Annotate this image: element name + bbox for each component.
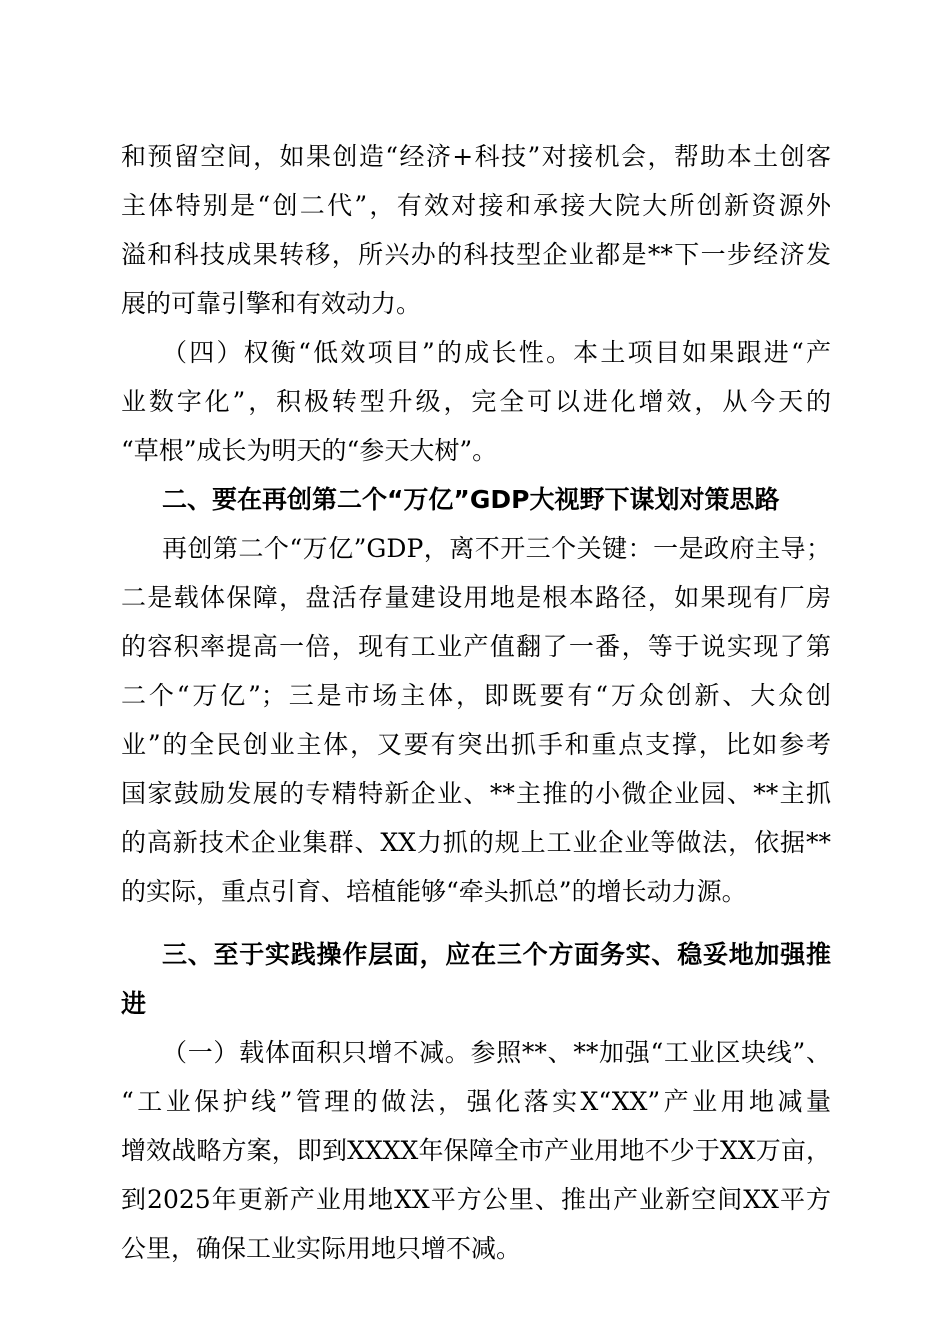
- paragraph-1-line-4: 展的可靠引擎和有效动力。: [121, 289, 422, 318]
- paragraph-4-line-5: 公里，确保工业实际用地只增不减。: [121, 1234, 522, 1263]
- paragraph-3-line-1: 再创第二个“万亿”GDP，离不开三个关键：一是政府主导；: [162, 534, 831, 563]
- section-heading-3-line-1: 三、至于实践操作层面，应在三个方面务实、稳妥地加强推: [162, 940, 831, 969]
- paragraph-4-line-4: 到2025年更新产业用地XX平方公里、推出产业新空间XX平方: [121, 1185, 831, 1214]
- paragraph-4-line-3: 增效战略方案，即到XXXX年保障全市产业用地不少于XX万亩，: [121, 1136, 831, 1165]
- paragraph-3-line-3: 的容积率提高一倍，现有工业产值翻了一番，等于说实现了第: [121, 632, 831, 661]
- paragraph-1-line-2: 主体特别是“创二代”，有效对接和承接大院大所创新资源外: [121, 191, 831, 220]
- paragraph-3-line-5: 业”的全民创业主体，又要有突出抓手和重点支撑，比如参考: [121, 730, 831, 759]
- paragraph-3-line-6: 国家鼓励发展的专精特新企业、**主推的小微企业园、**主抓: [121, 779, 831, 808]
- paragraph-3-line-7: 的高新技术企业集群、XX力抓的规上工业企业等做法，依据**: [121, 828, 831, 857]
- paragraph-3-line-2: 二是载体保障，盘活存量建设用地是根本路径，如果现有厂房: [121, 583, 831, 612]
- paragraph-1-line-1: 和预留空间，如果创造“经济+科技”对接机会，帮助本土创客: [121, 142, 831, 171]
- paragraph-1-line-3: 溢和科技成果转移，所兴办的科技型企业都是**下一步经济发: [121, 240, 831, 269]
- section-heading-3-line-2: 进: [121, 989, 147, 1018]
- paragraph-2-line-3: “草根”成长为明天的“参天大树”。: [121, 436, 498, 465]
- section-heading-2: 二、要在再创第二个“万亿”GDP大视野下谋划对策思路: [162, 485, 780, 514]
- paragraph-3-line-8: 的实际，重点引育、培植能够“牵头抓总”的增长动力源。: [121, 877, 747, 906]
- paragraph-2-line-1: （四）权衡“低效项目”的成长性。本土项目如果跟进“产: [162, 338, 831, 367]
- paragraph-4-line-1: （一）载体面积只增不减。参照**、**加强“工业区块线”、: [162, 1038, 831, 1067]
- paragraph-3-line-4: 二个“万亿”；三是市场主体，即既要有“万众创新、大众创: [121, 681, 831, 710]
- paragraph-2-line-2: 业数字化”，积极转型升级，完全可以进化增效，从今天的: [121, 387, 831, 416]
- paragraph-4-line-2: “工业保护线”管理的做法，强化落实X“XX”产业用地减量: [121, 1087, 831, 1116]
